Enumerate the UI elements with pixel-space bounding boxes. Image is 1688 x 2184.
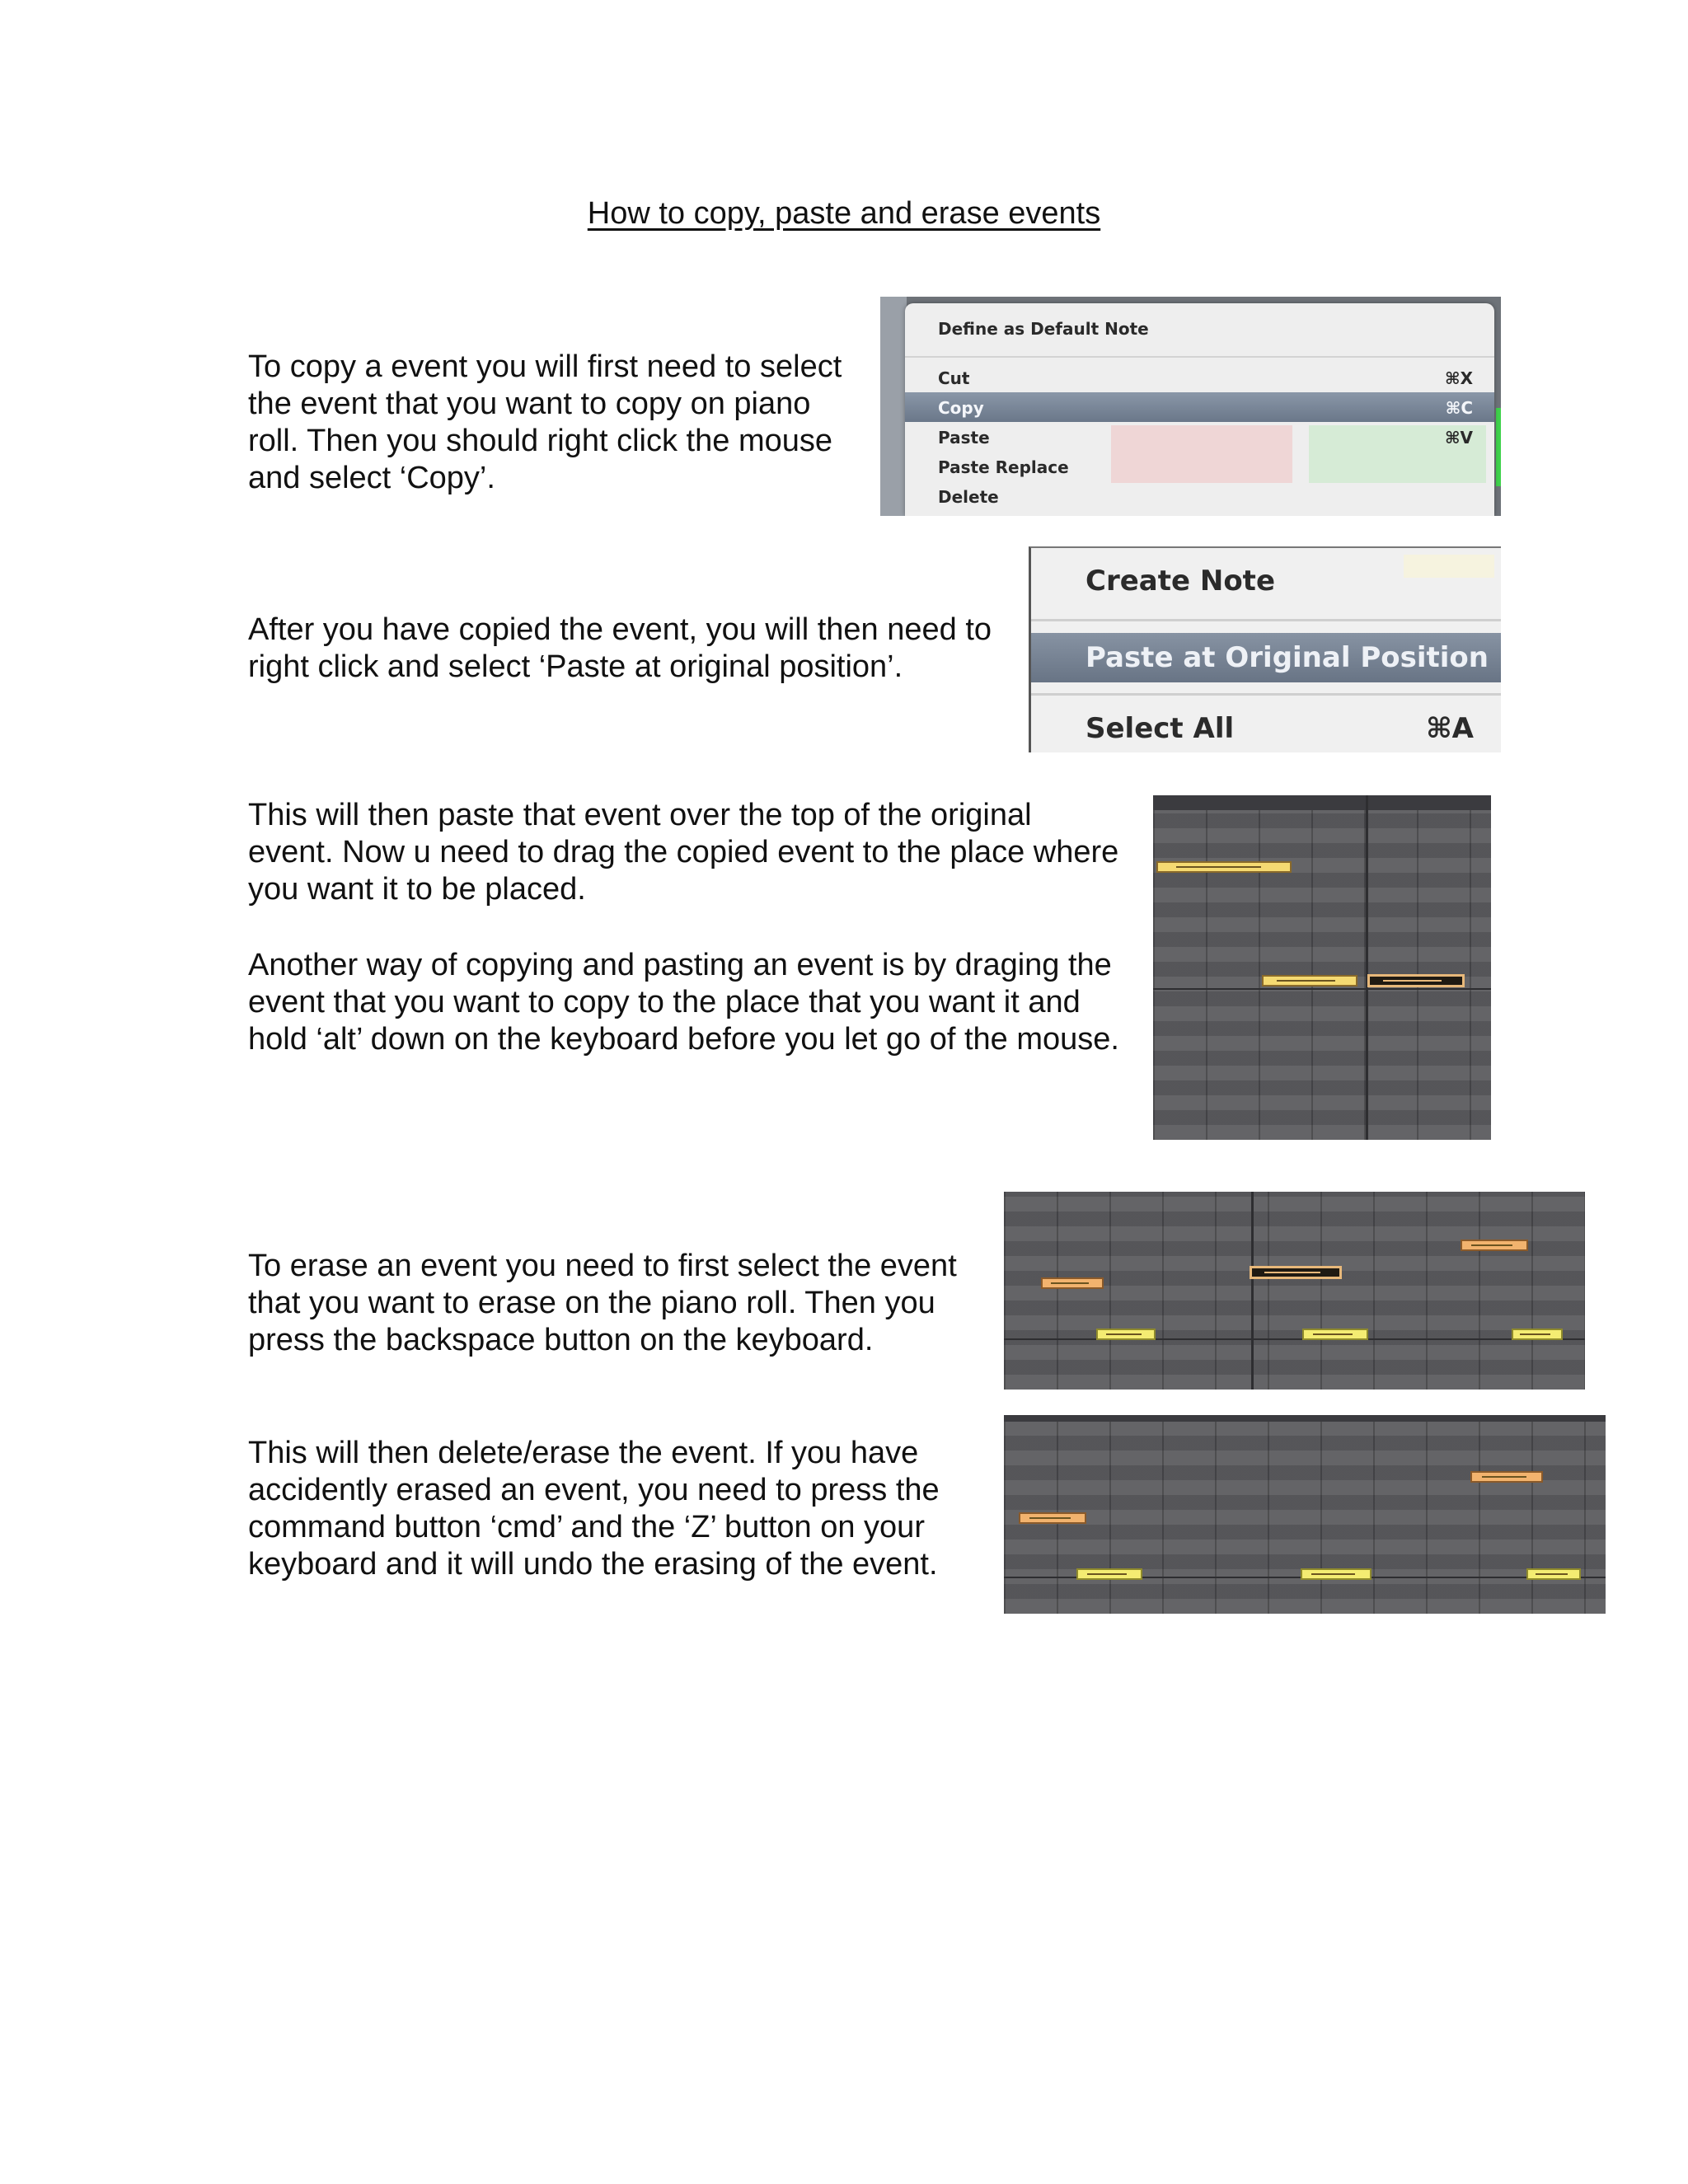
- octave-line: [1004, 1338, 1585, 1340]
- drag-instructions: This will then paste that event over the top of the original event. Now u need to drag the copied event to the place where you want it to be placed.: [248, 798, 1119, 907]
- note-event[interactable]: [1470, 1471, 1543, 1483]
- paste-instructions: After you have copied the event, you will then need to right click and select ‘Paste at original position’.: [248, 612, 992, 684]
- shortcut-label: ⌘A: [1426, 712, 1474, 745]
- bar-line: [1366, 795, 1368, 1140]
- menu-separator: [905, 356, 1494, 358]
- menu-item-paste-at-original-position[interactable]: Paste at Original Position: [1031, 633, 1501, 682]
- note-event[interactable]: [1512, 1329, 1563, 1340]
- note-event[interactable]: [1302, 1329, 1368, 1340]
- note-event[interactable]: [1096, 1329, 1156, 1340]
- piano-roll-screenshot-erase-before: [1004, 1192, 1585, 1390]
- menu-item-delete[interactable]: Delete: [938, 487, 999, 507]
- track-color-strip: [1496, 408, 1501, 486]
- ruler: [1153, 795, 1491, 810]
- note-event[interactable]: [1019, 1512, 1086, 1524]
- undo-instructions: This will then delete/erase the event. If you have accidently erased an event, you need to press the command button ‘cmd’ and the ‘Z’ button on your keyboard and it will undo the erasing of the event.: [248, 1436, 940, 1582]
- copy-context-menu-screenshot: [880, 297, 1501, 516]
- page-title: How to copy, paste and erase events: [587, 196, 1101, 231]
- menu-item-select-all[interactable]: Select All ⌘A: [1085, 712, 1474, 745]
- menu-item-define-default-note[interactable]: Define as Default Note: [938, 319, 1149, 339]
- copy-instructions: To copy a event you will first need to select the event that you want to copy on piano roll. Then you should right click the mouse and select ‘Copy’.: [248, 349, 842, 495]
- note-event[interactable]: [1262, 975, 1357, 987]
- piano-roll-screenshot-drag: [1153, 795, 1491, 1140]
- note-event[interactable]: [1301, 1568, 1372, 1580]
- note-event[interactable]: [1526, 1568, 1581, 1580]
- context-menu: [905, 303, 1494, 516]
- erase-instructions: To erase an event you need to first select the event that you want to erase on the piano roll. Then you press the backspace button on the keyboard.: [248, 1249, 957, 1357]
- menu-item-create-note[interactable]: Create Note: [1085, 565, 1275, 598]
- menu-item-paste-replace[interactable]: Paste Replace: [938, 457, 1069, 477]
- note-event[interactable]: [1156, 861, 1292, 873]
- shortcut-label: ⌘C: [1445, 398, 1473, 418]
- menu-item-copy[interactable]: Copy ⌘C: [905, 392, 1494, 422]
- ruler: [1004, 1415, 1606, 1422]
- menu-separator: [1031, 619, 1501, 621]
- octave-line: [1153, 988, 1491, 990]
- note-event[interactable]: [1076, 1568, 1142, 1580]
- note-event-selected[interactable]: [1250, 1266, 1342, 1279]
- bar-line: [1251, 1192, 1254, 1390]
- note-event[interactable]: [1041, 1277, 1104, 1289]
- menu-item-paste[interactable]: Paste ⌘V: [938, 428, 1473, 448]
- shortcut-label: ⌘X: [1445, 368, 1473, 388]
- alt-drag-instructions: Another way of copying and pasting an event is by draging the event that you want to copy to the place that you want it and hold ‘alt’ down on the keyboard before you let go of the mouse.: [248, 948, 1119, 1057]
- window-edge: [880, 297, 907, 516]
- note-event-selected[interactable]: [1367, 974, 1465, 987]
- paste-context-menu-screenshot: [1029, 546, 1501, 752]
- shortcut-label: ⌘V: [1444, 428, 1473, 448]
- piano-roll-screenshot-erase-after: [1004, 1415, 1606, 1614]
- menu-item-cut[interactable]: Cut ⌘X: [938, 368, 1473, 388]
- menu-separator: [1031, 693, 1501, 696]
- note-event[interactable]: [1461, 1240, 1528, 1251]
